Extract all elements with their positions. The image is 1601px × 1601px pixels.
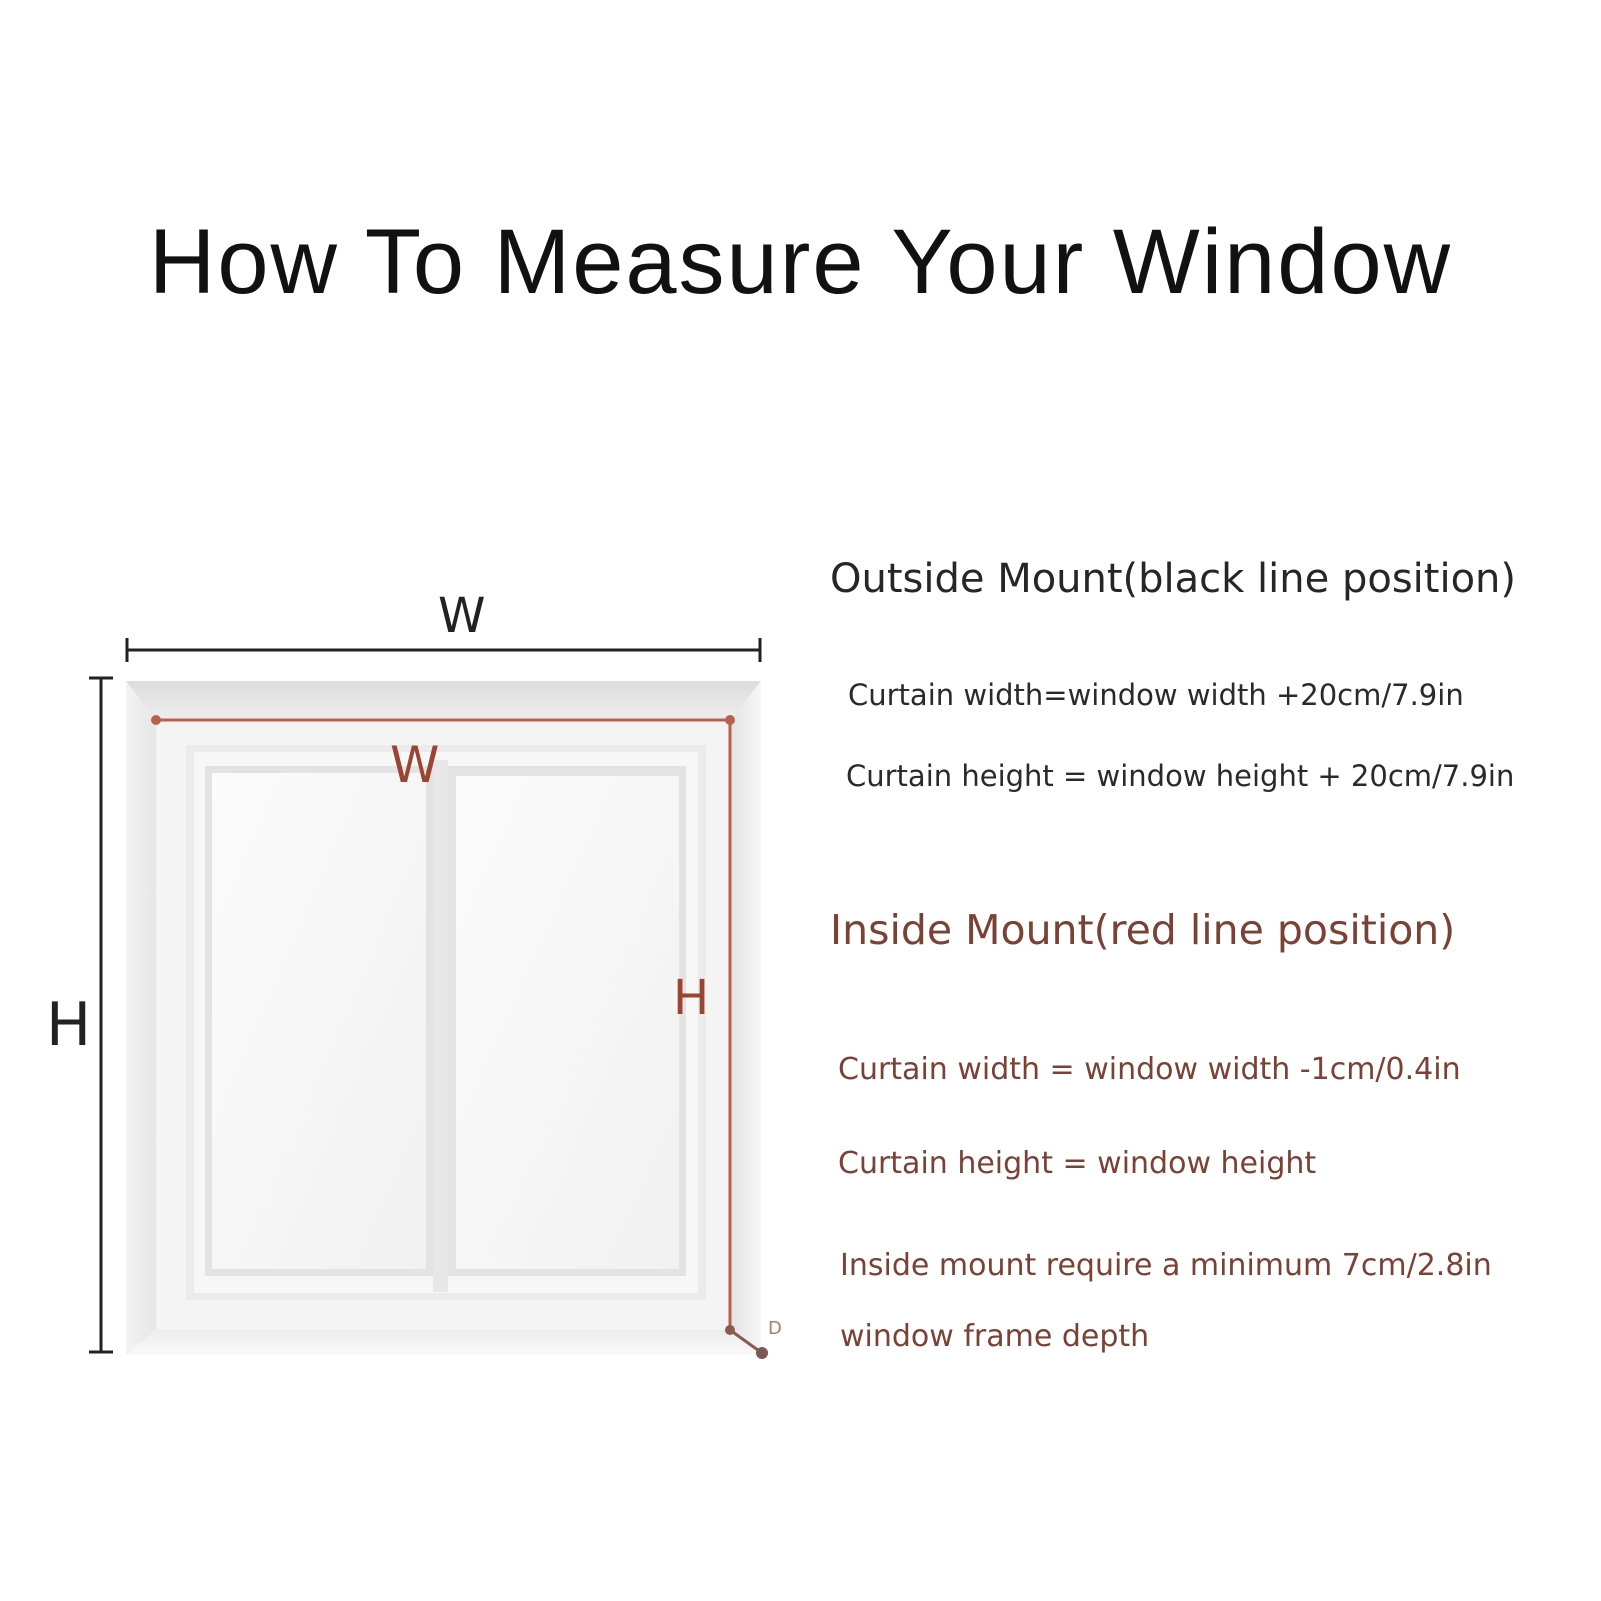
depth-end-dot: [756, 1347, 768, 1359]
inside-height-end-dot: [725, 1325, 735, 1335]
inside-width-formula: Curtain width = window width -1cm/0.4in: [838, 1052, 1461, 1087]
inside-mount-heading: Inside Mount(red line position): [830, 906, 1456, 954]
outside-mount-heading: Outside Mount(black line position): [830, 556, 1516, 602]
outside-width-formula: Curtain width=window width +20cm/7.9in: [848, 678, 1464, 712]
inside-depth-requirement-cont: window frame depth: [840, 1319, 1150, 1354]
outside-height-formula: Curtain height = window height + 20cm/7.9in: [846, 759, 1515, 793]
inner-width-label: W: [390, 736, 440, 794]
outside-height-dimension: [89, 678, 113, 1352]
page-title: How To Measure Your Window: [148, 211, 1453, 313]
outer-width-label: W: [438, 588, 486, 644]
depth-label: D: [768, 1318, 782, 1339]
inner-height-label: H: [673, 970, 710, 1026]
outer-height-label: H: [46, 990, 92, 1060]
inside-corner-dot: [725, 715, 735, 725]
inside-height-formula: Curtain height = window height: [838, 1146, 1317, 1181]
inside-width-start-dot: [151, 715, 161, 725]
window-frame: [156, 720, 731, 1330]
inside-depth-requirement: Inside mount require a minimum 7cm/2.8in: [840, 1248, 1492, 1283]
